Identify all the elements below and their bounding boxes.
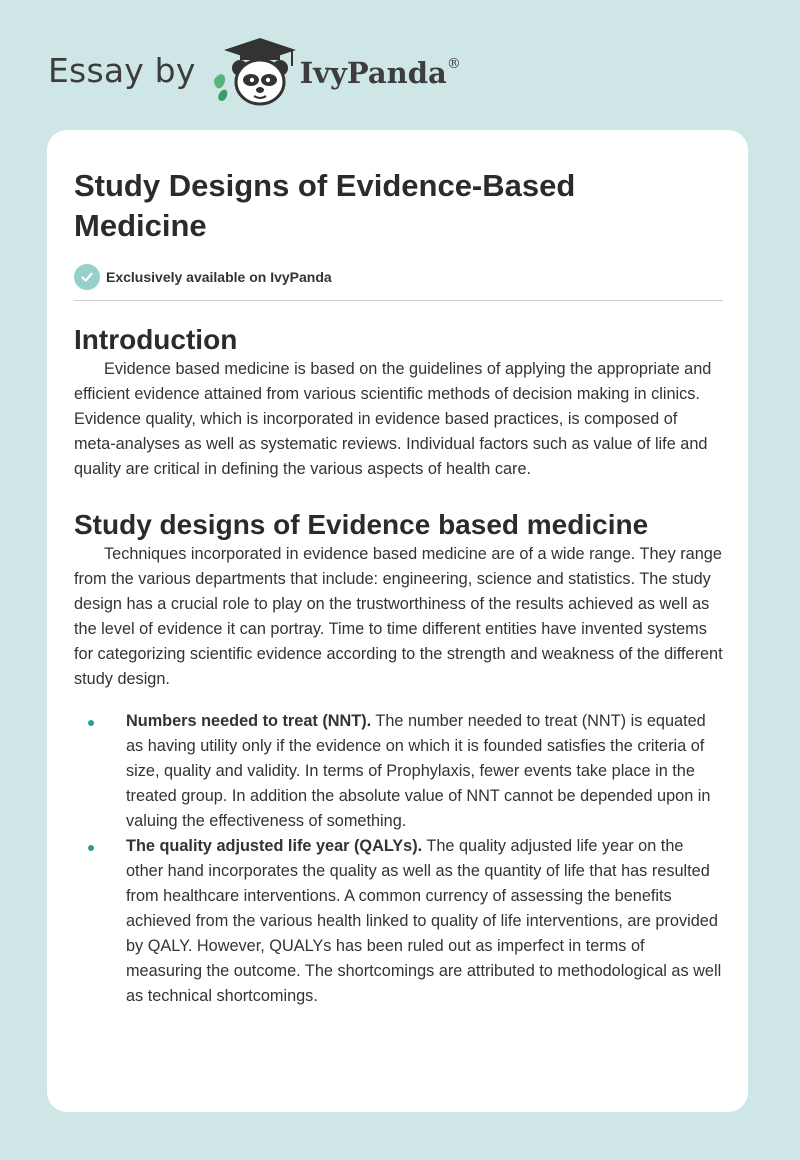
article-title: Study Designs of Evidence-Based Medicine	[74, 168, 576, 243]
introduction-paragraph: Evidence based medicine is based on the guidelines of applying the appropriate and efficient evidence attained from various scientific methods of decision making in clinics. Evidence quality, which is incorporated in evidence based practices, is composed of meta-analyses as well as systematic reviews. Individual factors such as value of life and quality are critical in defining the various aspects of health care.	[74, 360, 712, 478]
bullet-icon	[88, 845, 94, 851]
list-item	[74, 709, 723, 834]
list-item-text: The number needed to treat (NNT) is equated as having utility only if the evidence on which it is founded satisfies the criteria of size, quality and validity. In terms of Prophylaxis, fewer events take place in the treated group. In addition the absolute value of NNT cannot be depended upon in valuing the effectiveness of something.	[126, 712, 711, 830]
list-item-term: Numbers needed to treat (NNT).	[126, 712, 372, 730]
study-designs-paragraph: Techniques incorporated in evidence based medicine are of a wide range. They range from the various departments that include: engineering, science and statistics. The study design has a crucial role to play on the trustworthiness of the results achieved as well as the level of evidence it can portray. Time to time different entities have invented systems for categorizing scientific evidence according to the strength and weakness of the different study design.	[74, 545, 723, 688]
brand-prefix: Essay by	[48, 50, 196, 90]
section-heading-introduction: Introduction	[74, 324, 238, 355]
brand-header[interactable]	[48, 36, 461, 108]
section-heading-study-designs: Study designs of Evidence based medicine	[74, 509, 649, 540]
list-item-term: The quality adjusted life year (QALYs).	[126, 837, 423, 855]
bullet-icon	[88, 720, 94, 726]
check-icon	[74, 264, 100, 290]
title-divider	[74, 300, 723, 301]
list-item	[74, 834, 723, 1009]
exclusive-badge	[74, 264, 723, 290]
brand-name: IvyPanda®	[299, 56, 461, 90]
exclusive-label: Exclusively available on IvyPanda	[106, 269, 332, 285]
graduation-panda-icon	[210, 36, 298, 108]
article-card	[47, 130, 748, 1112]
list-item-text: The quality adjusted life year on the other hand incorporates the quality as well as the quantity of life that has resulted from healthcare interventions. A common currency of assessing the benefits achieved from the various health linked to quality of life interventions, are provided by QALY. However, QUALYs has been ruled out as imperfect in terms of measuring the outcome. The shortcomings are attributed to methodological as well as technical shortcomings.	[126, 837, 722, 1005]
study-designs-list	[74, 709, 723, 1009]
